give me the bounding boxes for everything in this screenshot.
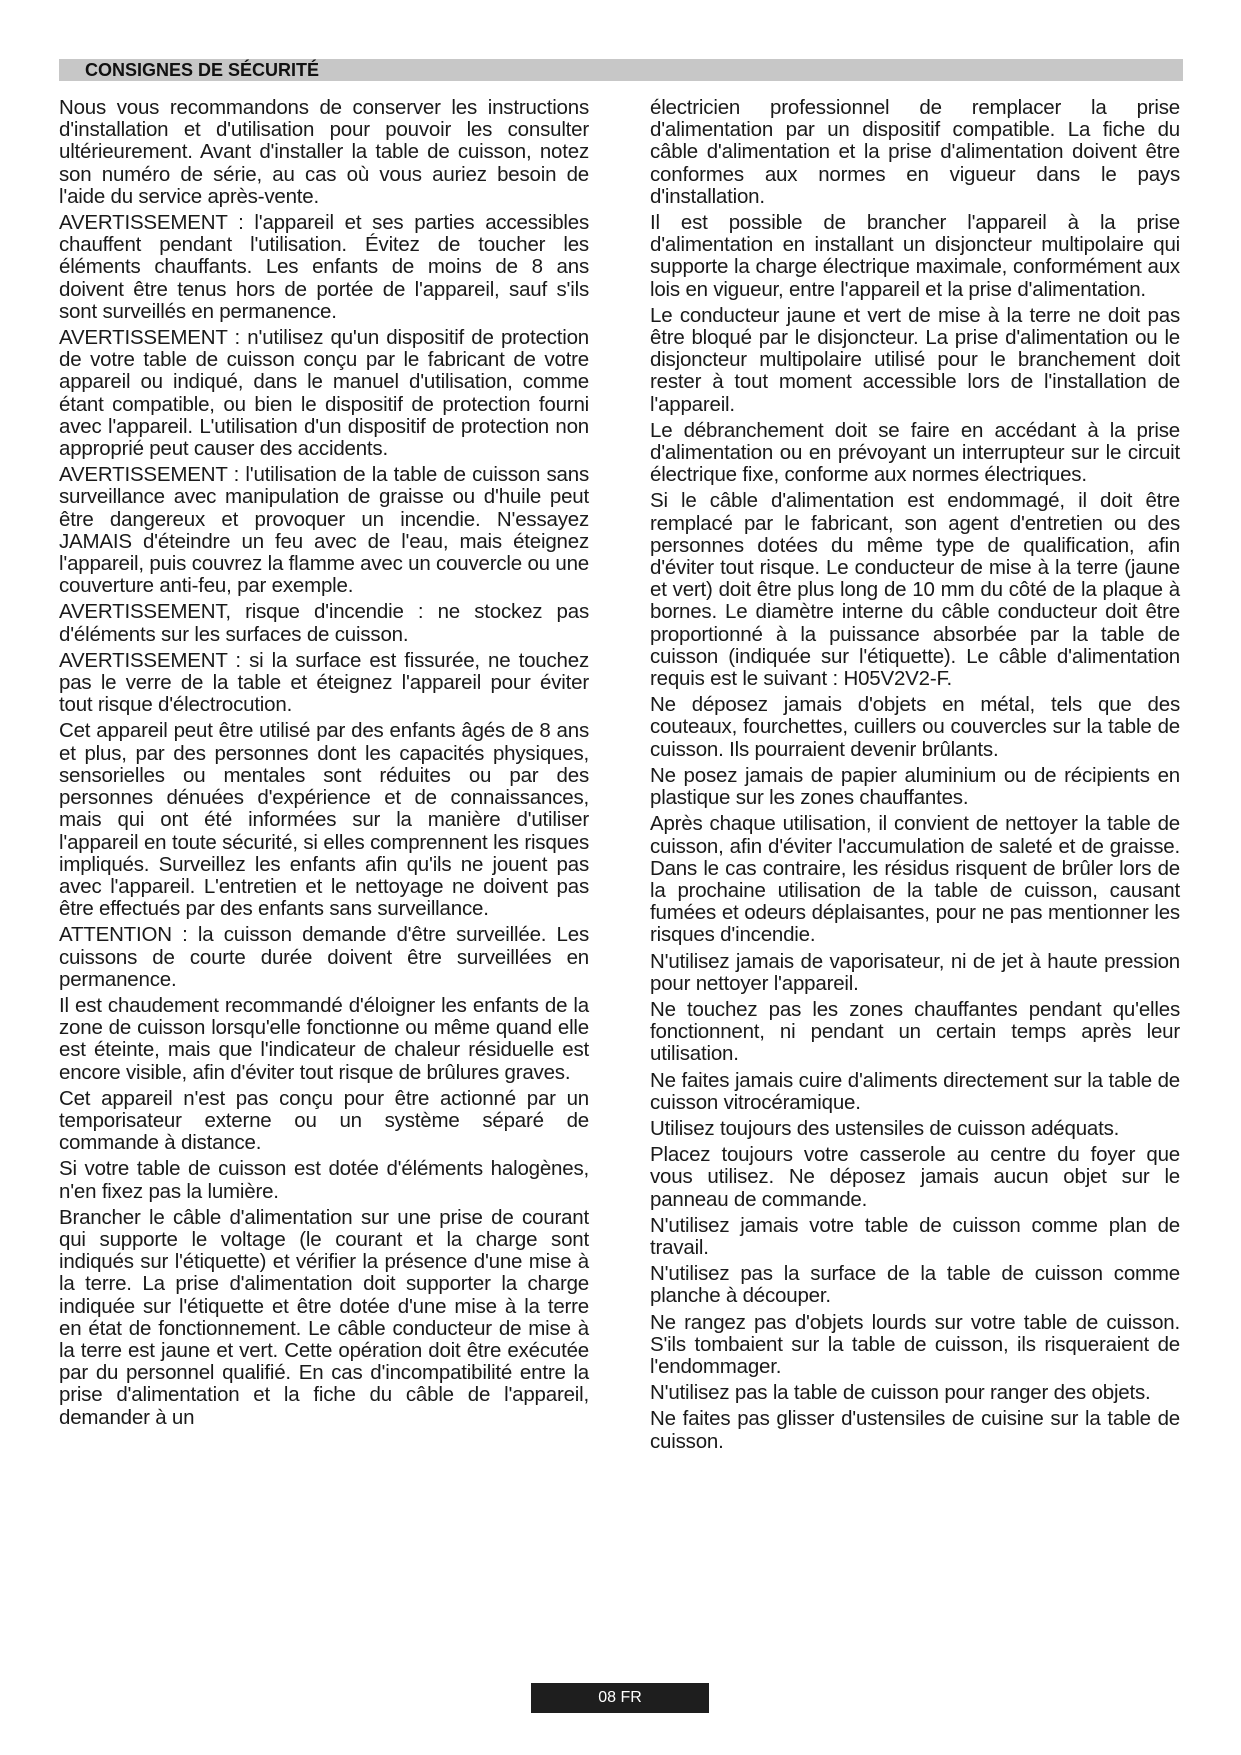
paragraph: Si le câble d'alimentation est endommagé, il doit être remplacé par le fabricant, son agent d'entretien ou des personnes dotées du même type de qualification, afin d'éviter tout risque. Le conducteur de mise à la terre (jaune et vert) doit être plus long de 10 mm du côté de la plaque à bornes. Le diamètre interne du câble conducteur doit être proportionné à la puissance absorbée par la table de cuisson (indiquée sur l'étiquette). Le câble d'alimentation requis est le suivant : H05V2V2-F. [650,489,1180,691]
paragraph: AVERTISSEMENT : l'appareil et ses parties accessibles chauffent pendant l'utilisation. Évitez de toucher les éléments chauffants. Les enfants de moins de 8 ans doivent être tenus hors de portée de l'appareil, sauf s'ils sont surveillés en permanence. [59,211,589,323]
paragraph: Brancher le câble d'alimentation sur une prise de courant qui supporte le voltage (le courant et la charge sont indiqués sur l'étiquette) et vérifier la présence d'une mise à la terre. La prise d'alimentation doit supporter la charge indiquée sur l'étiquette et être dotée d'une mise à la terre en état de fonctionnement. Le câble conducteur de mise à la terre est jaune et vert. Cette opération doit être exécutée par du personnel qualifié. En cas d'incompatibilité entre la prise d'alimentation et la fiche du câble de l'appareil, demander à un [59,1205,589,1429]
section-title: CONSIGNES DE SÉCURITÉ [59,59,1183,81]
paragraph: Placez toujours votre casserole au centre du foyer que vous utilisez. Ne déposez jamais aucun objet sur le panneau de commande. [650,1143,1180,1211]
paragraph: Ne rangez pas d'objets lourds sur votre table de cuisson. S'ils tombaient sur la table de cuisson, ils risqueraient de l'endommager. [650,1310,1180,1378]
paragraph: Ne touchez pas les zones chauffantes pendant qu'elles fonctionnent, ni pendant un certain temps après leur utilisation. [650,997,1180,1066]
paragraph: AVERTISSEMENT, risque d'incendie : ne stockez pas d'éléments sur les surfaces de cuisson. [59,600,589,646]
paragraph: Ne faites jamais cuire d'aliments directement sur la table de cuisson vitrocéramique. [650,1068,1180,1114]
paragraph: N'utilisez pas la surface de la table de cuisson comme planche à découper. [650,1262,1180,1308]
paragraph: Cet appareil n'est pas conçu pour être actionné par un temporisateur externe ou un système séparé de commande à distance. [59,1086,589,1155]
paragraph: Après chaque utilisation, il convient de nettoyer la table de cuisson, afin d'éviter l'accumulation de saleté et de graisse. Dans le cas contraire, les résidus risquent de brûler lors de la prochaine utilisation de la table de cuisson, causant fumées et odeurs déplaisantes, pour ne pas mentionner les risques d'incendie. [650,812,1180,947]
paragraph: AVERTISSEMENT : si la surface est fissurée, ne touchez pas le verre de la table et éteignez l'appareil pour éviter tout risque d'électrocution. [59,648,589,717]
paragraph: Il est possible de brancher l'appareil à la prise d'alimentation en installant un disjoncteur multipolaire qui supporte la charge électrique maximale, conformément aux lois en vigueur, entre l'appareil et la prise d'alimentation. [650,211,1180,301]
paragraph: AVERTISSEMENT : l'utilisation de la table de cuisson sans surveillance avec manipulation de graisse ou d'huile peut être dangereux et provoquer un incendie. N'essayez JAMAIS d'éteindre un feu avec de l'eau, mais éteignez l'appareil, puis couvrez la flamme avec un couvercle ou une couverture anti-feu, par exemple. [59,463,589,598]
paragraph: Ne déposez jamais d'objets en métal, tels que des couteaux, fourchettes, cuillers ou couvercles sur la table de cuisson. Ils pourraient devenir brûlants. [650,693,1180,761]
paragraph: Le débranchement doit se faire en accédant à la prise d'alimentation ou en prévoyant un interrupteur sur le circuit électrique fixe, conforme aux normes électriques. [650,418,1180,487]
paragraph: électricien professionnel de remplacer la prise d'alimentation par un dispositif compatible. La fiche du câble d'alimentation et la prise d'alimentation doivent être conformes aux normes en vigueur dans le pays d'installation. [650,96,1180,208]
paragraph: Ne faites pas glisser d'ustensiles de cuisine sur la table de cuisson. [650,1407,1180,1453]
paragraph: N'utilisez pas la table de cuisson pour ranger des objets. [650,1381,1151,1405]
page-number: 08 FR [531,1683,709,1713]
left-column [59,97,589,1433]
paragraph: Ne posez jamais de papier aluminium ou de récipients en plastique sur les zones chauffantes. [650,763,1180,810]
paragraph: AVERTISSEMENT : n'utilisez qu'un dispositif de protection de votre table de cuisson conçu par le fabricant de votre appareil ou indiqué, dans le manuel d'utilisation, comme étant compatible, ou bien le dispositif de protection fourni avec l'appareil. L'utilisation d'un dispositif de protection non approprié peut causer des accidents. [59,326,589,461]
paragraph: Cet appareil peut être utilisé par des enfants âgés de 8 ans et plus, par des personnes dont les capacités physiques, sensorielles ou mentales sont réduites ou par des personnes dénuées d'expérience et de connaissances, mais qui ont été informées sur la manière d'utiliser l'appareil en toute sécurité, si elles comprennent les risques impliqués. Surveillez les enfants afin qu'ils ne jouent pas avec l'appareil. L'entretien et le nettoyage ne doivent pas être effectués par des enfants sans surveillance. [59,719,589,921]
paragraph: Le conducteur jaune et vert de mise à la terre ne doit pas être bloqué par le disjoncteur. La prise d'alimentation ou le disjoncteur multipolaire utilisé pour le branchement doit rester à tout moment accessible lors de l'installation de l'appareil. [650,303,1180,416]
paragraph: N'utilisez jamais votre table de cuisson comme plan de travail. [650,1213,1180,1259]
paragraph: ATTENTION : la cuisson demande d'être surveillée. Les cuissons de courte durée doivent être surveillées en permanence. [59,923,589,991]
right-column [650,97,1180,1457]
paragraph: Il est chaudement recommandé d'éloigner les enfants de la zone de cuisson lorsqu'elle fonctionne ou même quand elle est éteinte, mais que l'indicateur de chaleur résiduelle est encore visible, afin d'éviter tout risque de brûlures graves. [59,993,589,1084]
paragraph: Si votre table de cuisson est dotée d'éléments halogènes, n'en fixez pas la lumière. [59,1157,589,1203]
paragraph: Nous vous recommandons de conserver les instructions d'installation et d'utilisation pour pouvoir les consulter ultérieurement. Avant d'installer la table de cuisson, notez son numéro de série, au cas où vous auriez besoin de l'aide du service après-vente. [59,96,589,208]
paragraph: Utilisez toujours des ustensiles de cuisson adéquats. [650,1116,1120,1140]
paragraph: N'utilisez jamais de vaporisateur, ni de jet à haute pression pour nettoyer l'appareil. [650,949,1180,995]
